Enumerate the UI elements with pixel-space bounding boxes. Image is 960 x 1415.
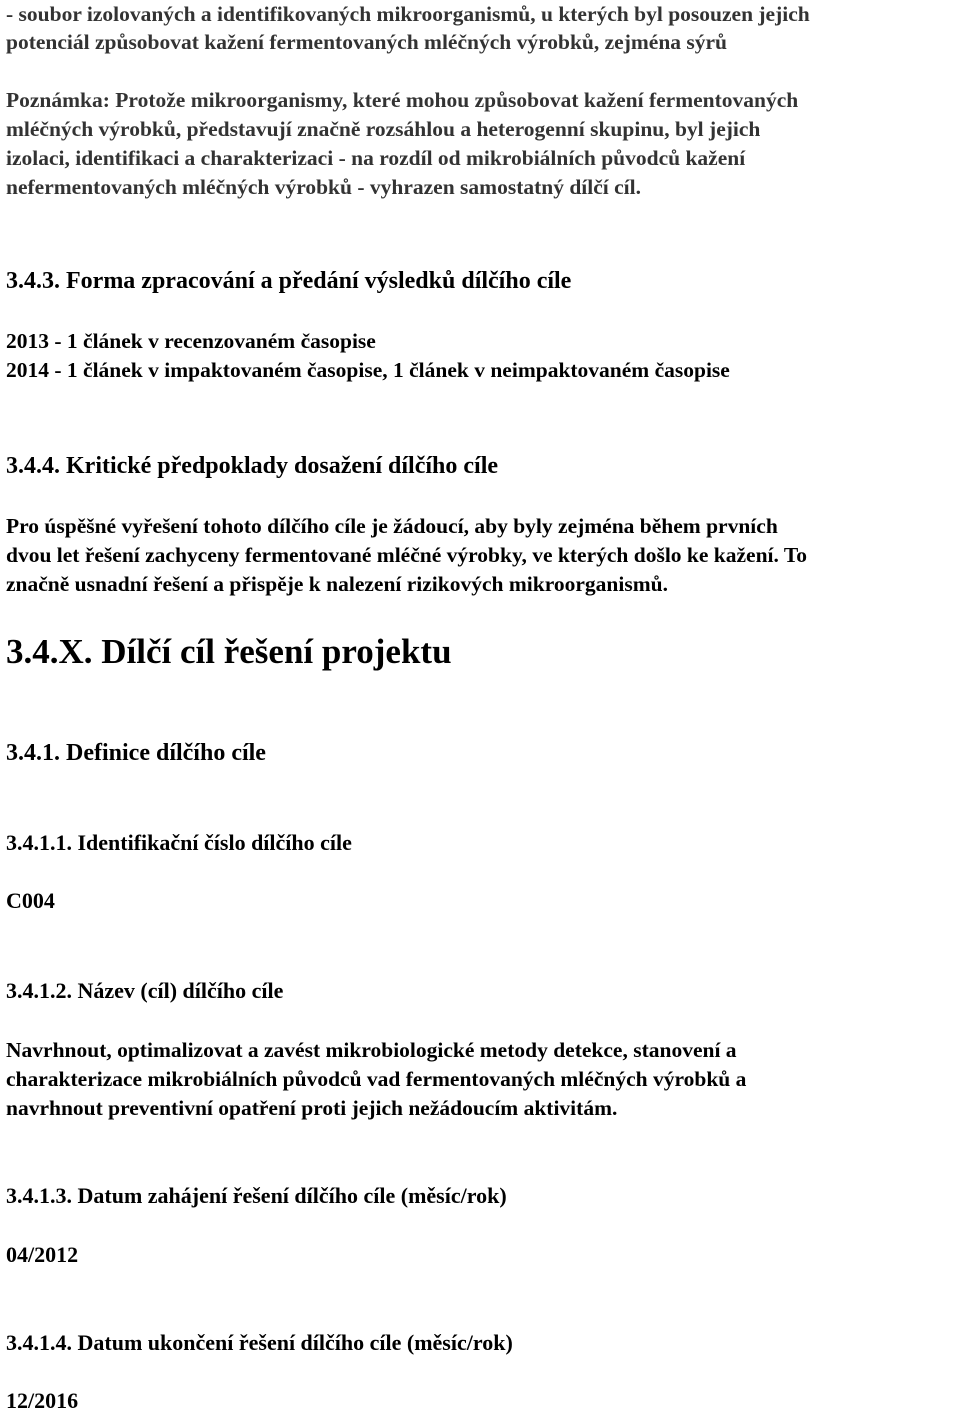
assumption-line-1: Pro úspěšné vyřešení tohoto dílčího cíle je žádoucí, aby byly zejména během prvních <box>6 514 778 538</box>
end-date-value: 12/2016 <box>6 1388 79 1413</box>
heading-3-4-1-4: 3.4.1.4. Datum ukončení řešení dílčího cíle (měsíc/rok) <box>6 1330 513 1355</box>
start-date-value: 04/2012 <box>6 1242 79 1267</box>
heading-3-4-x: 3.4.X. Dílčí cíl řešení projektu <box>6 632 452 671</box>
note-line-3: izolaci, identifikaci a charakterizaci - na rozdíl od mikrobiálních původců kažení <box>6 146 746 170</box>
heading-3-4-1-3: 3.4.1.3. Datum zahájení řešení dílčího cíle (měsíc/rok) <box>6 1183 507 1208</box>
note-line-2: mléčných výrobků, představují značně rozsáhlou a heterogenní skupinu, byl jejich <box>6 117 761 141</box>
heading-3-4-4: 3.4.4. Kritické předpoklady dosažení dílčího cíle <box>6 453 499 479</box>
objective-id-value: C004 <box>6 888 55 913</box>
objective-name-line-3: navrhnout preventivní opatření proti jejich nežádoucím aktivitám. <box>6 1096 618 1120</box>
note-line-1: Poznámka: Protože mikroorganismy, které mohou způsobovat kažení fermentovaných <box>6 88 799 112</box>
output-line-2013: 2013 - 1 článek v recenzovaném časopise <box>6 329 376 353</box>
intro-line-2: potenciál způsobovat kažení fermentovaných mléčných výrobků, zejména sýrů <box>6 30 728 54</box>
heading-3-4-1: 3.4.1. Definice dílčího cíle <box>6 740 266 766</box>
assumption-line-2: dvou let řešení zachyceny fermentované mléčné výrobky, ve kterých došlo ke kažení. To <box>6 543 808 567</box>
assumption-line-3: značně usnadní řešení a přispěje k nalezení rizikových mikroorganismů. <box>6 572 668 596</box>
heading-3-4-1-2: 3.4.1.2. Název (cíl) dílčího cíle <box>6 978 284 1003</box>
objective-name-line-2: charakterizace mikrobiálních původců vad fermentovaných mléčných výrobků a <box>6 1067 747 1091</box>
note-line-4: nefermentovaných mléčných výrobků - vyhrazen samostatný dílčí cíl. <box>6 175 642 199</box>
heading-3-4-1-1: 3.4.1.1. Identifikační číslo dílčího cíle <box>6 830 352 855</box>
intro-line-1: - soubor izolovaných a identifikovaných mikroorganismů, u kterých byl posouzen jejich <box>6 2 810 26</box>
output-line-2014: 2014 - 1 článek v impaktovaném časopise, 1 článek v neimpaktovaném časopise <box>6 358 730 382</box>
heading-3-4-3: 3.4.3. Forma zpracování a předání výsledků dílčího cíle <box>6 268 572 294</box>
objective-name-line-1: Navrhnout, optimalizovat a zavést mikrobiologické metody detekce, stanovení a <box>6 1038 737 1062</box>
